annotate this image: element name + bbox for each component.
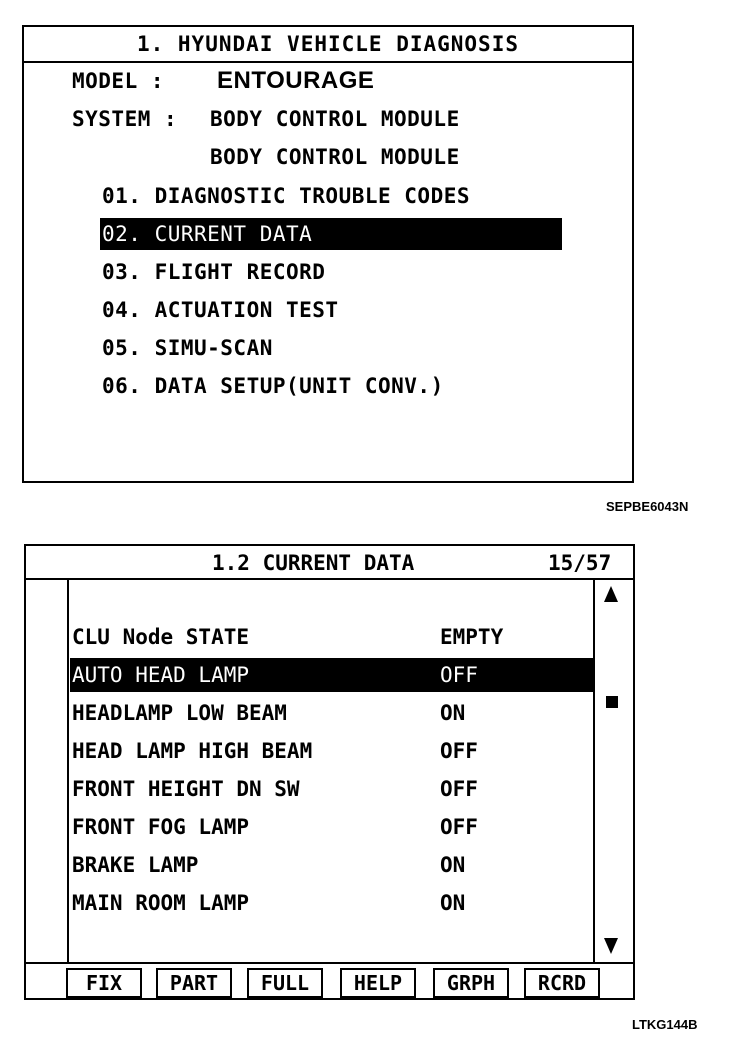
parameter-value: ON <box>440 701 466 725</box>
scrollbar-thumb[interactable] <box>606 696 618 708</box>
graph-button[interactable]: GRPH <box>433 968 509 998</box>
system-label: SYSTEM : <box>72 107 178 131</box>
parameter-name: MAIN ROOM LAMP <box>72 891 250 915</box>
figure-caption: SEPBE6043N <box>606 499 689 514</box>
record-button[interactable]: RCRD <box>524 968 600 998</box>
table-row[interactable] <box>70 886 593 920</box>
screen-header <box>26 546 633 580</box>
fix-button[interactable]: FIX <box>66 968 142 998</box>
menu-item-actuation-test[interactable]: 04. ACTUATION TEST <box>102 298 339 322</box>
help-button[interactable]: HELP <box>340 968 416 998</box>
current-data-screen <box>24 544 635 1000</box>
parameter-name: FRONT HEIGHT DN SW <box>72 777 300 801</box>
menu-item-simu-scan[interactable]: 05. SIMU-SCAN <box>102 336 273 360</box>
parameter-value: OFF <box>440 739 478 763</box>
part-button[interactable]: PART <box>156 968 232 998</box>
parameter-name: CLU Node STATE <box>72 625 250 649</box>
right-divider <box>593 578 595 962</box>
screen-title: 1.2 CURRENT DATA <box>212 551 415 575</box>
menu-item-data-setup[interactable]: 06. DATA SETUP(UNIT CONV.) <box>102 374 444 398</box>
parameter-name: HEADLAMP LOW BEAM <box>72 701 287 725</box>
menu-item-current-data[interactable]: 02. CURRENT DATA <box>100 218 562 250</box>
table-row[interactable] <box>70 734 593 768</box>
parameter-value: ON <box>440 853 466 877</box>
parameter-name: FRONT FOG LAMP <box>72 815 250 839</box>
table-row-selected[interactable] <box>70 658 593 692</box>
table-row[interactable] <box>70 848 593 882</box>
parameter-name: AUTO HEAD LAMP <box>72 663 250 687</box>
table-row[interactable] <box>70 620 593 654</box>
parameter-value: ON <box>440 891 466 915</box>
table-row[interactable] <box>70 696 593 730</box>
parameter-name: HEAD LAMP HIGH BEAM <box>72 739 313 763</box>
table-row[interactable] <box>70 772 593 806</box>
scroll-down-arrow-icon[interactable] <box>604 938 618 954</box>
page-indicator: 15/57 <box>548 551 612 575</box>
left-divider <box>67 578 69 962</box>
parameter-value: OFF <box>440 777 478 801</box>
parameter-value: OFF <box>440 815 478 839</box>
menu-item-diagnostic-trouble-codes[interactable]: 01. DIAGNOSTIC TROUBLE CODES <box>102 184 471 208</box>
scroll-up-arrow-icon[interactable] <box>604 586 618 602</box>
menu-item-flight-record[interactable]: 03. FLIGHT RECORD <box>102 260 326 284</box>
subsystem-value: BODY CONTROL MODULE <box>210 145 460 169</box>
model-value: ENTOURAGE <box>217 67 375 94</box>
table-row[interactable] <box>70 810 593 844</box>
footer-divider <box>26 962 633 964</box>
model-label: MODEL : <box>72 69 165 93</box>
parameter-value: OFF <box>440 663 478 687</box>
figure-caption: LTKG144B <box>632 1017 698 1032</box>
diagnosis-main-screen <box>22 25 634 483</box>
full-button[interactable]: FULL <box>247 968 323 998</box>
parameter-name: BRAKE LAMP <box>72 853 199 877</box>
system-value: BODY CONTROL MODULE <box>210 107 460 131</box>
parameter-value: EMPTY <box>440 625 504 649</box>
screen-title: 1. HYUNDAI VEHICLE DIAGNOSIS <box>136 32 519 56</box>
screen-header <box>24 27 632 63</box>
